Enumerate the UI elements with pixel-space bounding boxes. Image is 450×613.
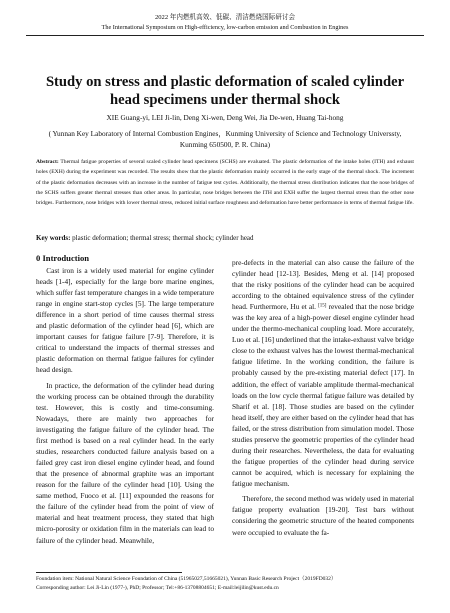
body-text: pre-defects in the material can also cause the failure of the cylinder head [12-13]. Besides, Meng et al. [14] proposed that the risky positions of the cylinder head can be acquired according to the obtained equivalence stress of the cylinder head. Furthermore, Hu et al.: [232, 258, 414, 312]
footnote-divider: [36, 572, 182, 573]
affiliation: ( Yunnan Key Laboratory of Internal Combustion Engines，Kunming University of Science and Technology Universsty, Kunming 650500, P. R. China): [48, 129, 402, 149]
citation-superscript: [15]: [318, 303, 327, 309]
keywords-label: Key words:: [36, 234, 71, 242]
body-text: revealed that the nose bridge was the key area of a high-power diesel engine cylinder head under the thermo-mechanical coupling load. More accurately, Luo et al. [16] underlined that the intake-exhaust valve bridge close to the exhaust valves has the lowest thermal-mechanical fatigue lifetime. In the working condition, the failure is probably caused by the pre-existing material defect [17]. In addition, the effect of variable amplitude thermal-mechanical loads on the low cycle thermal fatigue failure was detailed by Sharif et al. [18]. Those studies are based on the cylinder head itself, they are either based on the cylinder head that has failed, or the stress distribution from simulation model. Those studies preserve the geometric properties of the cylinder head during their researches. Nevertheless, the data for evaluating the fatigue properties of the cylinder head during service cannot be acquired, which is necessary for explaining the fatigue mechanism.: [232, 302, 414, 488]
abstract-text: Thermal fatigue properties of several scaled cylinder head specimens (SCHS) are evaluated. The plastic deformation of the intake holes (ITH) and exhaust holes (EXH) during the experiment was recorded. The results show that the plastic deformation mainly occurred in the early stage of the thermal shock. The increment of the plastic deformation decreases with an increase in the number of fatigue test cycles. Additionally, the thermal stress distribution indicates that the nose bridges of the SCHS suffers greater thermal stresses than other areas. In particular, nose bridges between the ITH and EXH suffer the largest thermal stress than the other nose bridges. Furthermore, nose bridges with lower thermal stress, reduced initial surface roughness and deformation have better performance in terms of thermal fatigue life.: [36, 159, 414, 207]
body-paragraph: Therefore, the second method was widely used in material fatigue property evaluation [19-20]. Test bars without considering the geometric structure of the heated components were occupied to evaluate the fa-: [232, 494, 414, 537]
keywords: [36, 234, 414, 243]
keywords-text: plastic deformation; thermal stress; thermal shock; cylinder head: [72, 234, 254, 242]
abstract-label: Abstract:: [36, 159, 59, 165]
header-divider: [26, 35, 424, 36]
running-header-english: The International Symposium on High-efficiency, low-carbon emission and Combustion in Engines: [101, 24, 349, 31]
body-paragraph: [232, 257, 414, 489]
author-list: XIE Guang-yi, LEI Ji-lin, Deng Xi-wen, Deng Wei, Jia De-wen, Huang Tai-hong: [106, 113, 344, 122]
paper-title: Study on stress and plastic deformation of scaled cylinder head specimens under thermal shock: [45, 74, 405, 108]
section-heading-introduction: 0 Introduction: [36, 253, 90, 263]
body-column-left: [36, 253, 214, 550]
abstract: [36, 157, 414, 208]
body-paragraph: In practice, the deformation of the cylinder head during the working process can be obtained through the durability test. However, this is costly and time-consuming. Nowadays, there are mainly two approaches for investigating the fatigue failure of the cylinder head. The first method is based on a real cylinder head. In the early studies, researchers conducted failure analysis based on a failed grey cast iron diesel engine cylinder head, and found that the presence of abnormal graphite was an important reason for the failure of the cylinder head [10]. Using the same method, Fuoco et al. [11] expounded the reasons for the failure of the cylinder head from the point of view of material and heat treatment process, they stated that high micro-porosity or oxidation film in the materials can lead to failure of the cylinder head. Meanwhile,: [36, 380, 214, 545]
running-header-chinese: 2022 年内燃机高效、低碳、清洁燃烧国际研讨会: [154, 14, 296, 21]
footnote-funding: Foundation item: National Natural Science Foundation of China (51965027,51665021), Yunnan Basic Research Project（2019FD032）: [36, 576, 337, 582]
body-paragraph: Cast iron is a widely used material for engine cylinder heads [1-4], especially for the large bore marine engines, which suffer fast temperature changes in a wide temperature range in engine start-stop cycles [5]. The large temperature difference in a short period of time causes thermal stress and plastic deformation of the cylinder head [6], which are important causes for fatigue failure [7-9]. Therefore, it is critical to understand the impacts of thermal stresses and plastic deformation on thermal fatigue failures for cylinder head design.: [36, 266, 214, 375]
footnote-corresponding-author: Corresponding author: Lei Ji-Lin (1977-), PhD; Professor; Tel:+86-13708804651; E-mail:leijilin@kust.edu.cn: [36, 585, 279, 591]
body-column-right: [232, 257, 414, 542]
